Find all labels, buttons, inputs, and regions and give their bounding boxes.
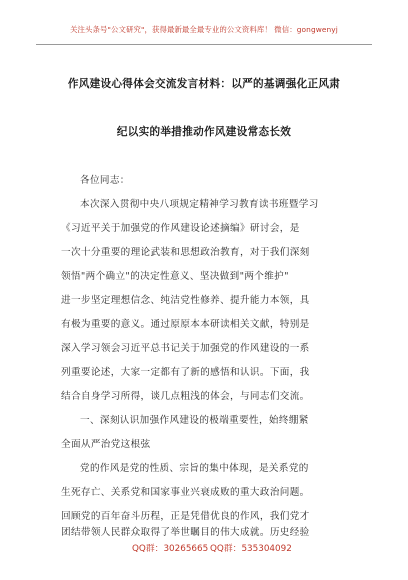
paragraph-line: 一次十分重要的理论武装和思想政治教育，对于我们深刻 [61,247,310,258]
paragraph-line: 《习近平关于加强党的作风建设论述摘编》研讨会，是 [61,223,300,234]
paragraph-line: 有极为重要的意义。通过原原本本研读相关文献，特别是 [61,319,310,330]
section-heading-line: 一、深刻认识加强作风建设的极端重要性，始终绷紧 [80,415,309,426]
paragraph-line: 本次深入贯彻中央八项规定精神学习教育读书班暨学习 [80,199,319,210]
document-title-line-2: 纪以实的举措推动作风建设常态长效 [116,126,292,138]
section-heading-line: 全面从严治党这根弦 [61,439,151,450]
paragraph-line: 列重要论述，大家一定都有了新的感悟和认识。下面，我 [61,367,310,378]
paragraph-line: 深入学习领会习近平总书记关于加强党的作风建设的一系 [61,343,310,354]
paragraph-line: 生死存亡、关系党和国家事业兴衰成败的重大政治问题。 [61,487,310,498]
paragraph-line: 进一步坚定理想信念、纯洁党性修养、提升能力本领，具 [61,295,310,306]
paragraph-line: 结合自身学习所得，谈几点粗浅的体会，与同志们交流。 [61,391,310,402]
footer-qq-group-2: QQ群：535304092 [210,544,292,554]
salutation: 各位同志： [80,175,130,186]
paragraph-line: 领悟"两个确立"的决定性意义、坚决做到"两个维护" [61,271,289,282]
header-note: 关注头条号"公文研究"，获得最新最全最专业的公文资料库！ 微信：gongwenyj [70,25,338,34]
paragraph-line: 党的作风是党的性质、宗旨的集中体现，是关系党的 [80,463,309,474]
paragraph-line: 回顾党的百年奋斗历程，正是凭借优良的作风，我们党才 [61,511,310,522]
paragraph-line: 团结带领人民群众取得了举世瞩目的伟大成就。历史经验 [61,527,310,538]
header-divider [36,44,372,45]
document-title-line-1: 作风建设心得体会交流发言材料：以严的基调强化正风肃 [67,78,341,90]
footer-qq-group-1: QQ群：30265665 [132,544,209,554]
